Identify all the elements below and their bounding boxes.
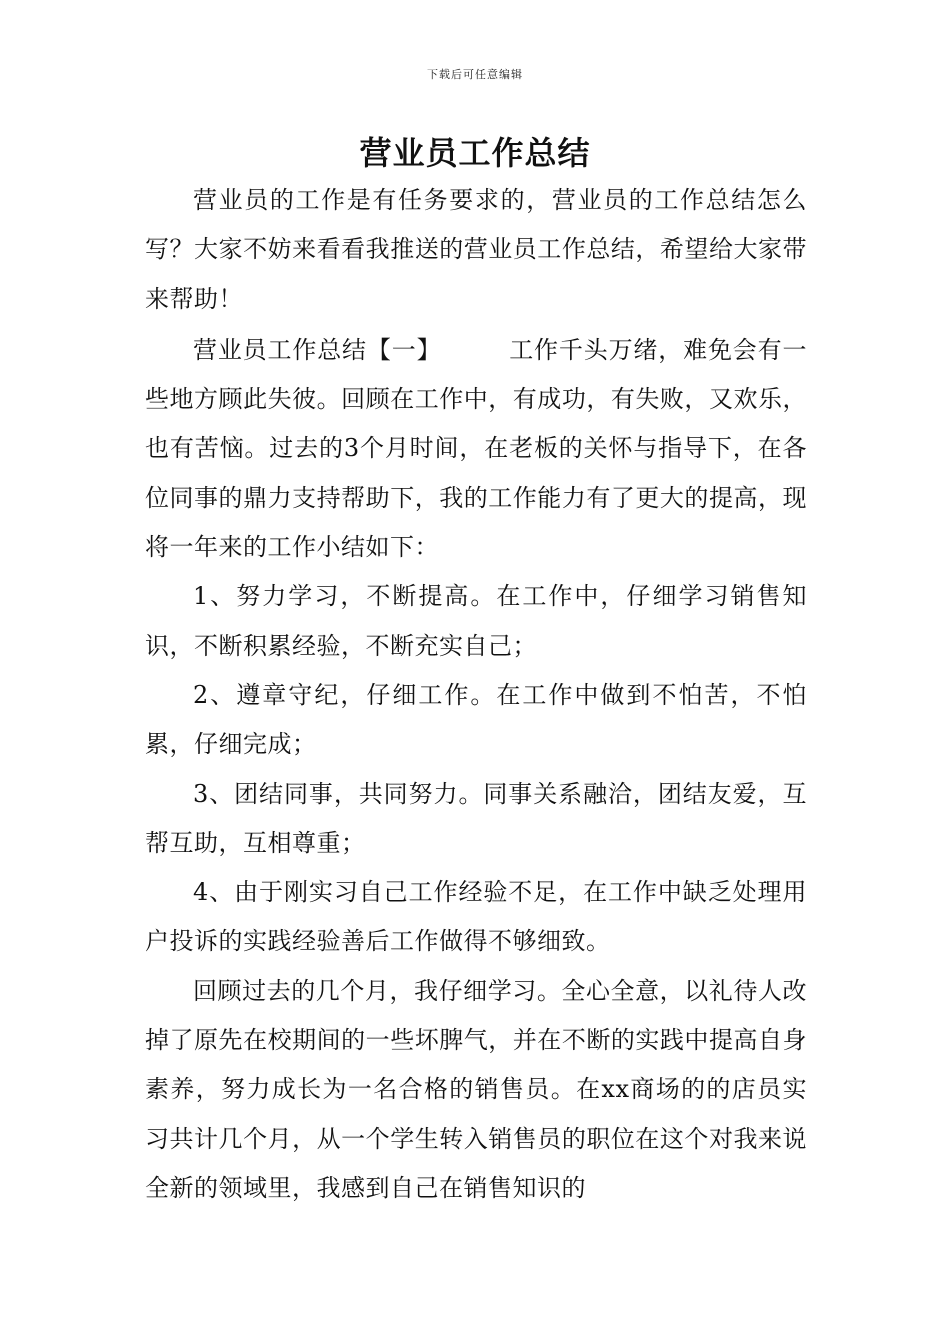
list-item: 4、由于刚实习自己工作经验不足，在工作中缺乏处理用户投诉的实践经验善后工作做得不够细致。 [145, 878, 807, 956]
section-heading: 营业员工作总结【一】 [193, 335, 442, 364]
list-item: 2、遵章守纪，仔细工作。在工作中做到不怕苦，不怕累，仔细完成； [145, 680, 807, 759]
document-body [145, 176, 807, 1213]
intro-paragraph: 营业员的工作是有任务要求的，营业员的工作总结怎么写？大家不妨来看看我推送的营业员工作总结，希望给大家带来帮助！ [145, 186, 807, 313]
document-title: 营业员工作总结 [359, 134, 591, 172]
section-paragraph [145, 326, 807, 572]
list-item: 3、团结同事，共同努力。同事关系融洽，团结友爱，互帮互助，互相尊重； [145, 779, 807, 857]
list-item: 1、努力学习，不断提高。在工作中，仔细学习销售知识，不断积累经验，不断充实自己； [145, 582, 807, 660]
section-intro: 工作千头万绪，难免会有一些地方顾此失彼。回顾在工作中，有成功，有失败，又欢乐，也有苦恼。过去的3个月时间，在老板的关怀与指导下，在各位同事的鼎力支持帮助下，我的工作能力有了更大的提高，现将一年来的工作小结如下： [145, 335, 807, 562]
review-paragraph: 回顾过去的几个月，我仔细学习。全心全意，以礼待人改掉了原先在校期间的一些坏脾气，并在不断的实践中提高自身素养，努力成长为一名合格的销售员。在xx商场的的店员实习共计几个月，从一个学生转入销售员的职位在这个对我来说全新的领域里，我感到自己在销售知识的 [145, 976, 807, 1202]
header-note: 下载后可任意编辑 [427, 68, 523, 81]
section-spacer [441, 336, 509, 364]
